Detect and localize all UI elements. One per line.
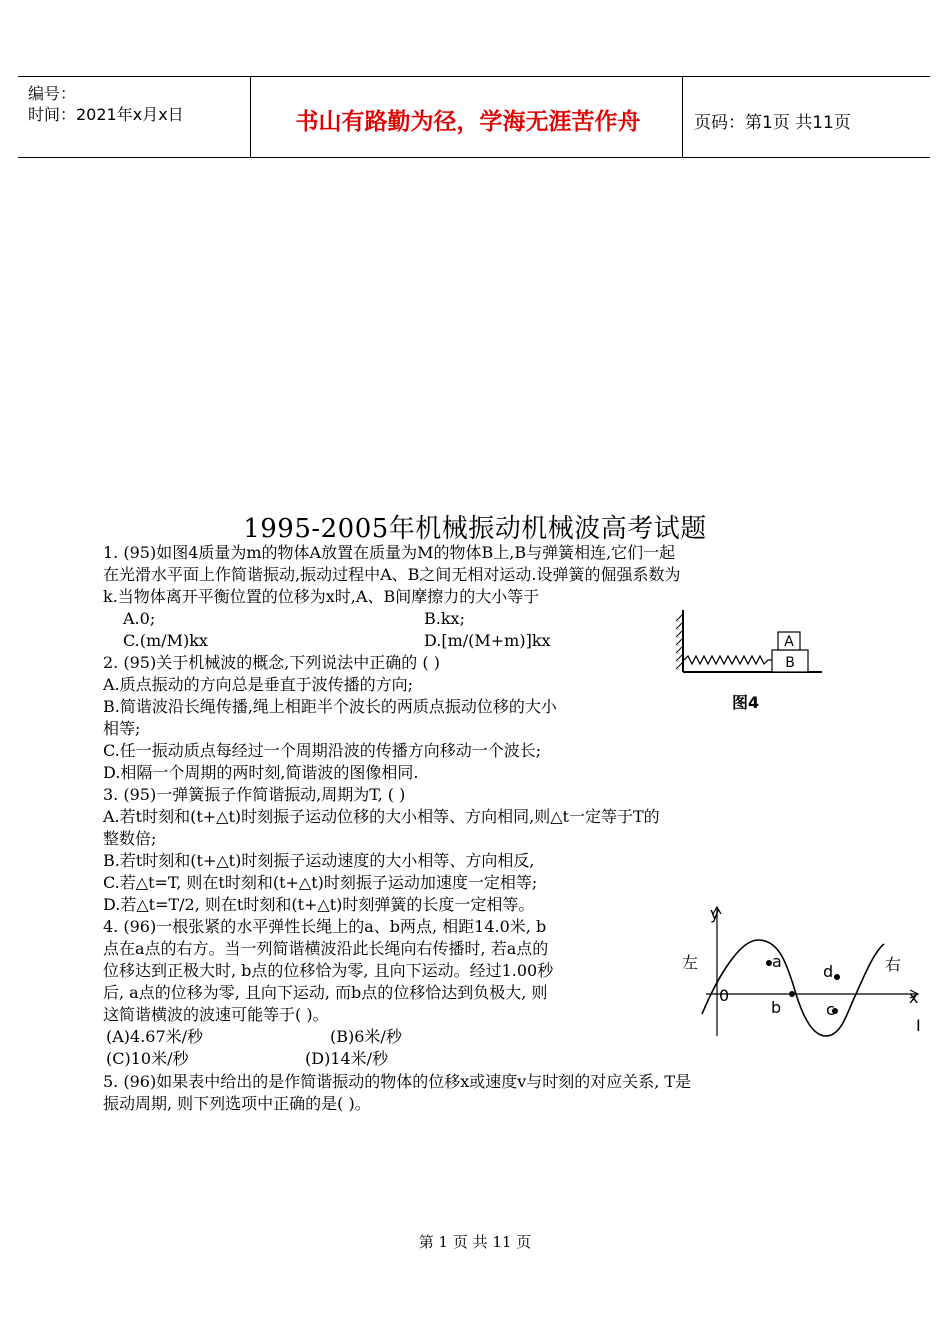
- point-a-label: a: [772, 952, 782, 971]
- text-line: D.若△t=T/2, 则在t时刻和(t+△t)时刻弹簧的长度一定相等。: [103, 895, 535, 914]
- origin-label: 0: [719, 986, 730, 1005]
- page-header: [18, 76, 930, 158]
- text-line: D.相隔一个周期的两时刻,简谐波的图像相同.: [103, 763, 419, 782]
- figure-4: [674, 604, 824, 716]
- text-line: 1. (95)如图4质量为m的物体A放置在质量为M的物体B上,B与弹簧相连,它们一起: [103, 543, 676, 562]
- spring-block-diagram: [674, 604, 824, 690]
- header-divider: [250, 77, 251, 157]
- text-line: B.简谐波沿长绳传播,绳上相距半个波长的两质点振动位移的大小: [103, 697, 557, 716]
- left-label: 左: [682, 953, 699, 972]
- option-a: A.0;: [123, 609, 156, 628]
- block-b-label: B: [785, 655, 795, 671]
- option-c: (C)10米/秒: [106, 1049, 189, 1068]
- text-line: 后, a点的位移为零, 且向下运动, 而b点的位移恰达到负极大, 则: [103, 983, 548, 1002]
- text-line: 2. (95)关于机械波的概念,下列说法中正确的 ( ): [103, 653, 440, 672]
- option-b: B.kx;: [424, 609, 465, 628]
- option-a: (A)4.67米/秒: [106, 1027, 204, 1046]
- text-line: 在光滑水平面上作简谐振动,振动过程中A、B之间无相对运动.设弹簧的倔强系数为: [103, 565, 681, 584]
- text-line: A.若t时刻和(t+△t)时刻振子运动位移的大小相等、方向相同,则△t一定等于T的: [103, 807, 660, 826]
- header-meta: [28, 83, 184, 125]
- option-c: C.(m/M)kx: [123, 631, 208, 650]
- time-label: 时间：2021年x月x日: [28, 105, 184, 124]
- option-d: (D)14米/秒: [305, 1049, 389, 1068]
- y-axis-label: y: [710, 904, 720, 923]
- text-line: 这简谐横波的波速可能等于( )。: [103, 1005, 329, 1024]
- text-line: 整数倍;: [103, 829, 157, 848]
- text-line: A.质点振动的方向总是垂直于波传播的方向;: [103, 675, 414, 694]
- x-axis-label: x: [909, 988, 919, 1007]
- point-b-label: b: [771, 998, 782, 1017]
- page-title: 1995-2005年机械振动机械波高考试题: [243, 514, 707, 544]
- page-label: 页码：第1页 共11页: [694, 113, 851, 133]
- block-a-label: A: [784, 634, 794, 650]
- text-line: C.若△t=T, 则在t时刻和(t+△t)时刻振子运动加速度一定相等;: [103, 873, 538, 892]
- text-line: C.任一振动质点每经过一个周期沿波的传播方向移动一个波长;: [103, 741, 542, 760]
- page-footer: 第 1 页 共 11 页: [418, 1233, 532, 1251]
- motto: 书山有路勤为径，学海无涯苦作舟: [295, 109, 641, 135]
- text-line: 点在a点的右方。当一列简谐横波沿此长绳向右传播时, 若a点的: [103, 939, 549, 958]
- wave-figure: [680, 900, 930, 1050]
- text-line: 5. (96)如果表中给出的是作简谐振动的物体的位移x或速度v与时刻的对应关系, T是: [103, 1072, 692, 1091]
- text-line: 位移达到正极大时, b点的位移恰为零, 且向下运动。经过1.00秒: [103, 961, 554, 980]
- point-c-label: c: [826, 1000, 835, 1019]
- text-line: 3. (95)一弹簧振子作简谐振动,周期为T, ( ): [103, 785, 406, 804]
- text-line: 振动周期, 则下列选项中正确的是( )。: [103, 1094, 371, 1113]
- point-d-label: d: [823, 962, 834, 981]
- right-label: 右: [885, 955, 902, 974]
- option-d: D.[m/(M+m)]kx: [424, 631, 551, 650]
- figure-caption: 图4: [732, 693, 760, 712]
- text-line: 4. (96)一根张紧的水平弹性长绳上的a、b两点, 相距14.0米, b: [103, 917, 547, 936]
- text-line: B.若t时刻和(t+△t)时刻振子运动速度的大小相等、方向相反,: [103, 851, 535, 870]
- number-label: 编号：: [28, 84, 77, 103]
- text-line: k.当物体离开平衡位置的位移为x时,A、B间摩擦力的大小等于: [103, 587, 540, 606]
- text-line: 相等;: [103, 719, 141, 738]
- option-b: (B)6米/秒: [330, 1027, 402, 1046]
- extra-mark: I: [916, 1016, 921, 1035]
